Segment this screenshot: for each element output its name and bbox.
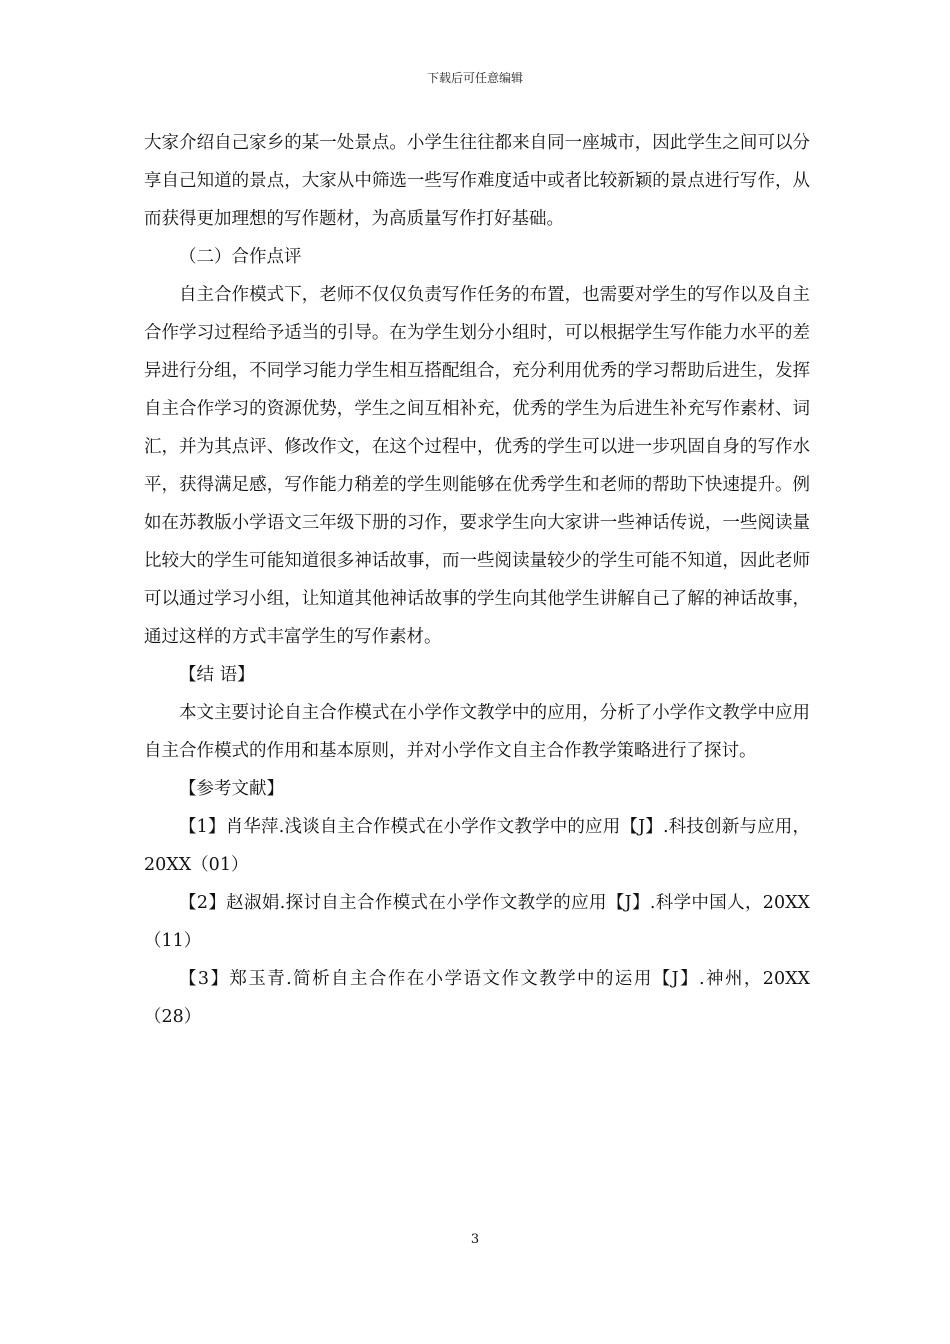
paragraph-cooperative-review: 自主合作模式下，老师不仅仅负责写作任务的布置，也需要对学生的写作以及自主合作学习过程给予适当的引导。在为学生划分小组时，可以根据学生写作能力水平的差异进行分组，不同学习能力学生相互搭配组合，充分利用优秀的学习帮助后进生，发挥自主合作学习的资源优势，学生之间互相补充，优秀的学生为后进生补充写作素材、词汇，并为其点评、修改作文，在这个过程中，优秀的学生可以进一步巩固自身的写作水平，获得满足感，写作能力稍差的学生则能够在优秀学生和老师的帮助下快速提升。例如在苏教版小学语文三年级下册的习作，要求学生向大家讲一些神话传说，一些阅读量比较大的学生可能知道很多神话故事，而一些阅读量较少的学生可能不知道，因此老师可以通过学习小组，让知道其他神话故事的学生向其他学生讲解自己了解的神话故事，通过这样的方式丰富学生的写作素材。	[144, 285, 810, 647]
reference-item-2: 【2】赵淑娟.探讨自主合作模式在小学作文教学的应用【J】.科学中国人，20XX（11）	[144, 893, 810, 951]
section-heading-references: 【参考文献】	[179, 779, 284, 799]
paragraph-conclusion: 本文主要讨论自主合作模式在小学作文教学中的应用，分析了小学作文教学中应用自主合作模式的作用和基本原则，并对小学作文自主合作教学策略进行了探讨。	[144, 703, 810, 761]
section-heading-conclusion: 【结 语】	[179, 665, 255, 685]
reference-item-1: 【1】肖华萍.浅谈自主合作模式在小学作文教学中的应用【J】.科技创新与应用，20XX（01）	[144, 817, 810, 875]
reference-item-3: 【3】郑玉青.简析自主合作在小学语文作文教学中的运用【J】.神州，20XX（28）	[144, 969, 810, 1027]
section-heading-cooperative-review: （二）合作点评	[179, 247, 302, 267]
page-number: 3	[470, 1232, 480, 1247]
paragraph-intro-continued: 大家介绍自己家乡的某一处景点。小学生往往都来自同一座城市，因此学生之间可以分享自己知道的景点，大家从中筛选一些写作难度适中或者比较新颖的景点进行写作，从而获得更加理想的写作题材，为高质量写作打好基础。	[144, 133, 810, 229]
page-header: 下载后可任意编辑	[426, 71, 523, 85]
document-body	[144, 124, 810, 1036]
